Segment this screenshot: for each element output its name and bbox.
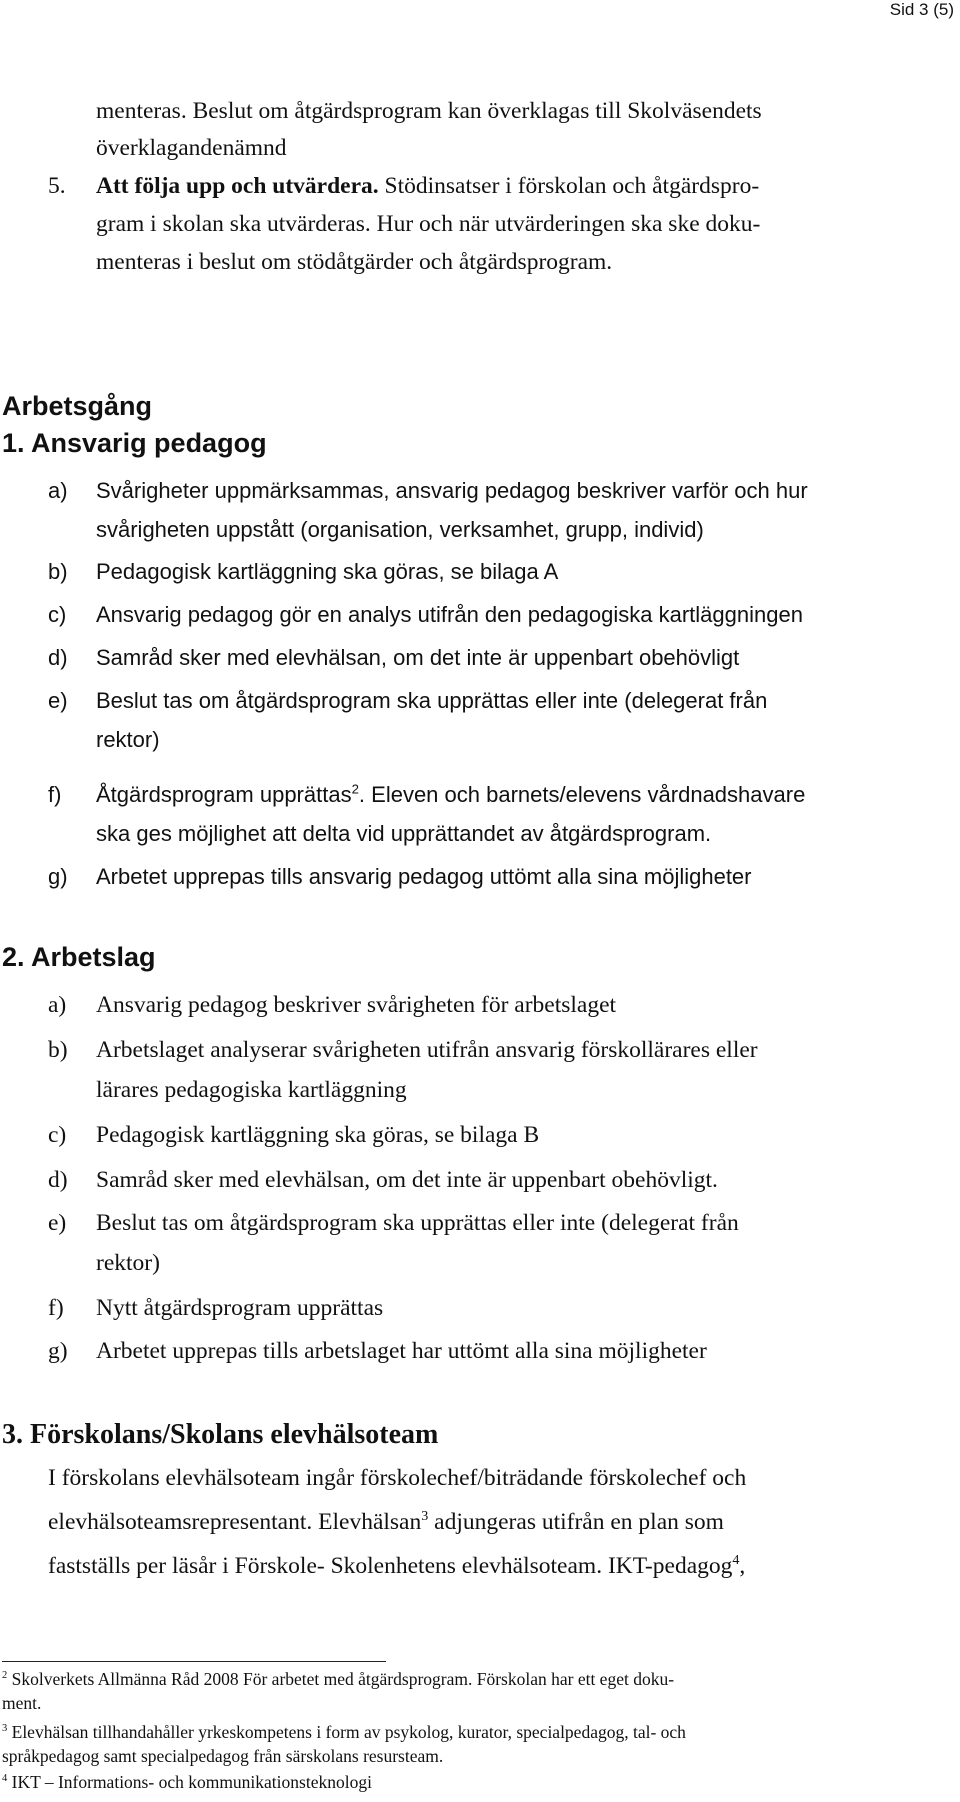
intro-line-4: gram i skolan ska utvärderas. Hur och när utvärderingen ska ske doku- bbox=[96, 211, 761, 237]
s1-f-text-1a: Åtgärdsprogram upprättas bbox=[96, 782, 352, 807]
s2-c-text: Pedagogisk kartläggning ska göras, se bilaga B bbox=[96, 1122, 540, 1148]
s1-d-label: d) bbox=[48, 645, 68, 670]
section-1-heading: 1. Ansvarig pedagog bbox=[2, 428, 267, 458]
s2-d-label: d) bbox=[48, 1167, 68, 1193]
s2-a-text: Ansvarig pedagog beskriver svårigheten för arbetslaget bbox=[96, 992, 617, 1018]
s2-e-text-1: Beslut tas om åtgärdsprogram ska upprättas eller inte (delegerat från bbox=[96, 1210, 739, 1236]
footnote-ref-3: 3 bbox=[421, 1508, 429, 1525]
footnote-3-text: Elevhälsan tillhandahåller yrkeskompetens i form av psykolog, kurator, specialpedagog, tal- och bbox=[7, 1722, 686, 1742]
s3-line-3 bbox=[48, 1551, 745, 1581]
s1-f-text-1 bbox=[96, 780, 805, 810]
s1-d-text: Samråd sker med elevhälsan, om det inte är uppenbart obehövligt bbox=[96, 645, 740, 670]
s2-b-text-1: Arbetslaget analyserar svårigheten utifrån ansvarig förskollärares eller bbox=[96, 1037, 758, 1063]
s1-a-text-2: svårigheten uppstått (organisation, verksamhet, grupp, individ) bbox=[96, 517, 704, 542]
s3-line-3a: fastställs per läsår i Förskole- Skolenhetens elevhälsoteam. IKT-pedagog bbox=[48, 1553, 733, 1579]
s2-d-text: Samråd sker med elevhälsan, om det inte är uppenbart obehövligt. bbox=[96, 1167, 718, 1193]
item-5-line bbox=[96, 171, 759, 201]
footnote-2-line-1 bbox=[2, 1668, 674, 1690]
intro-line-2: överklagandenämnd bbox=[96, 135, 287, 161]
s1-b-text: Pedagogisk kartläggning ska göras, se bilaga A bbox=[96, 559, 559, 584]
s2-g-text: Arbetet upprepas tills arbetslaget har uttömt alla sina möjligheter bbox=[96, 1338, 707, 1364]
arbetsgang-heading: Arbetsgång bbox=[2, 391, 153, 421]
item-5-number: 5. bbox=[48, 173, 66, 199]
footnote-ref-4: 4 bbox=[732, 1552, 740, 1569]
s3-line-2a: elevhälsoteamsrepresentant. Elevhälsan bbox=[48, 1509, 422, 1535]
s1-g-text: Arbetet upprepas tills ansvarig pedagog uttömt alla sina möjligheter bbox=[96, 864, 752, 889]
s1-a-label: a) bbox=[48, 478, 68, 503]
s1-e-text-2: rektor) bbox=[96, 727, 160, 752]
footnote-separator bbox=[2, 1661, 386, 1662]
item-5-title: Att följa upp och utvärdera. bbox=[96, 173, 379, 199]
footnote-3-mark: 3 bbox=[2, 1723, 8, 1735]
s2-e-label: e) bbox=[48, 1210, 67, 1236]
footnote-3-line-2: språkpedagog samt specialpedagog från särskolans resursteam. bbox=[2, 1746, 444, 1766]
s2-f-text: Nytt åtgärdsprogram upprättas bbox=[96, 1295, 384, 1321]
footnote-4-text: IKT – Informations- och kommunikationsteknologi bbox=[7, 1772, 372, 1792]
s3-line-1: I förskolans elevhälsoteam ingår förskolechef/biträdande förskolechef och bbox=[48, 1465, 747, 1491]
item-5-text: Stödinsatser i förskolan och åtgärdspro- bbox=[378, 173, 760, 199]
s1-e-label: e) bbox=[48, 688, 68, 713]
s1-c-text: Ansvarig pedagog gör en analys utifrån den pedagogiska kartläggningen bbox=[96, 602, 803, 627]
s1-g-label: g) bbox=[48, 864, 68, 889]
page-number: Sid 3 (5) bbox=[889, 0, 954, 19]
footnote-2-text: Skolverkets Allmänna Råd 2008 För arbetet med åtgärdsprogram. Förskolan har ett eget doku- bbox=[7, 1669, 675, 1689]
intro-line-1: menteras. Beslut om åtgärdsprogram kan överklagas till Skolväsendets bbox=[96, 98, 762, 124]
footnote-2-mark: 2 bbox=[2, 1670, 8, 1682]
section-3-heading: 3. Förskolans/Skolans elevhälsoteam bbox=[2, 1419, 439, 1450]
footnote-3-line-1 bbox=[2, 1721, 686, 1743]
footnote-4-line-1 bbox=[2, 1771, 372, 1793]
intro-line-5: menteras i beslut om stödåtgärder och åtgärdsprogram. bbox=[96, 249, 613, 275]
s2-b-text-2: lärares pedagogiska kartläggning bbox=[96, 1077, 407, 1103]
s2-b-label: b) bbox=[48, 1037, 68, 1063]
footnote-4-mark: 4 bbox=[2, 1773, 8, 1785]
s2-e-text-2: rektor) bbox=[96, 1250, 160, 1276]
s1-f-text-1b: . Eleven och barnets/elevens vårdnadshavare bbox=[358, 782, 806, 807]
s1-c-label: c) bbox=[48, 602, 67, 627]
section-2-heading: 2. Arbetslag bbox=[2, 942, 156, 972]
s2-f-label: f) bbox=[48, 1295, 64, 1321]
s2-g-label: g) bbox=[48, 1338, 68, 1364]
s2-a-label: a) bbox=[48, 992, 67, 1018]
s1-a-text-1: Svårigheter uppmärksammas, ansvarig pedagog beskriver varför och hur bbox=[96, 478, 808, 503]
s3-line-2b: adjungeras utifrån en plan som bbox=[428, 1509, 724, 1535]
s1-f-label: f) bbox=[48, 782, 62, 807]
s3-line-2 bbox=[48, 1507, 724, 1537]
s2-c-label: c) bbox=[48, 1122, 67, 1148]
s3-line-3b: , bbox=[739, 1553, 746, 1579]
s1-b-label: b) bbox=[48, 559, 68, 584]
footnote-ref-2: 2 bbox=[351, 781, 359, 797]
s1-e-text-1: Beslut tas om åtgärdsprogram ska upprättas eller inte (delegerat från bbox=[96, 688, 768, 713]
s1-f-text-2: ska ges möjlighet att delta vid upprättandet av åtgärdsprogram. bbox=[96, 821, 712, 846]
footnote-2-line-2: ment. bbox=[2, 1693, 42, 1713]
